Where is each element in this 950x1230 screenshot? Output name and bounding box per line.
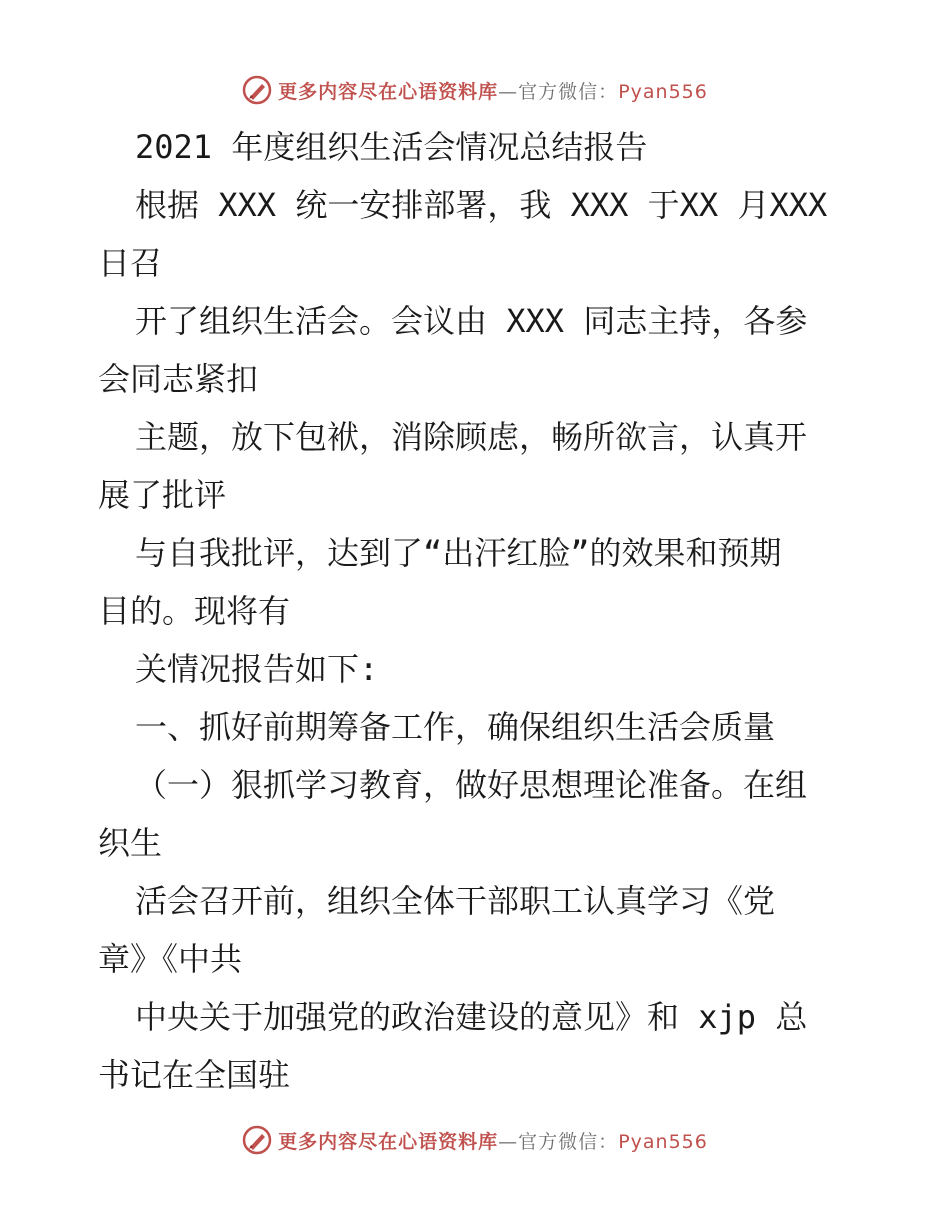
text-line: 开了组织生活会。会议由 XXX 同志主持，各参 [135,302,808,340]
pen-logo-icon [242,1125,272,1155]
text-line: 书记在全国驻 [98,1056,291,1094]
watermark-contact-label: 官方微信： [518,80,619,103]
text-line: 根据 XXX 统一安排部署，我 XXX 于XX 月XXX [135,186,828,224]
watermark-brand: 更多内容尽在心语资料库 [278,80,499,103]
text-line: 与自我批评，达到了“出汗红脸”的效果和预期 [135,534,782,572]
watermark-contact-id: Pyan556 [618,1130,708,1153]
text-line: 织生 [98,824,163,862]
text-line: 章》《中共 [98,940,243,978]
text-line: 主题，放下包袱，消除顾虑，畅所欲言，认真开 [135,418,808,456]
text-line: 展了批评 [98,476,227,514]
text-line: 会同志紧扣 [98,360,259,398]
watermark-header [0,70,950,110]
watermark-text [278,1127,708,1154]
document-body [98,118,858,1104]
text-line: 日召 [98,244,163,282]
subsection-heading: （一）狠抓学习教育，做好思想理论准备。在组 [135,766,808,804]
watermark-footer [0,1120,950,1160]
text-line: 活会召开前，组织全体干部职工认真学习《党 [135,882,776,920]
watermark-contact-label: 官方微信： [518,1130,619,1153]
text-line: 目的。现将有 [98,592,291,630]
text-line: 关情况报告如下: [135,650,379,688]
watermark-brand: 更多内容尽在心语资料库 [278,1130,499,1153]
document-title: 2021 年度组织生活会情况总结报告 [135,128,648,166]
watermark-separator: — [498,1130,519,1153]
watermark-contact-id: Pyan556 [618,80,708,103]
pen-logo-icon [242,75,272,105]
watermark-text [278,77,708,104]
text-line: 中央关于加强党的政治建设的意见》和 xjp 总 [135,998,808,1036]
section-heading: 一、抓好前期筹备工作，确保组织生活会质量 [135,708,776,746]
watermark-separator: — [498,80,519,103]
